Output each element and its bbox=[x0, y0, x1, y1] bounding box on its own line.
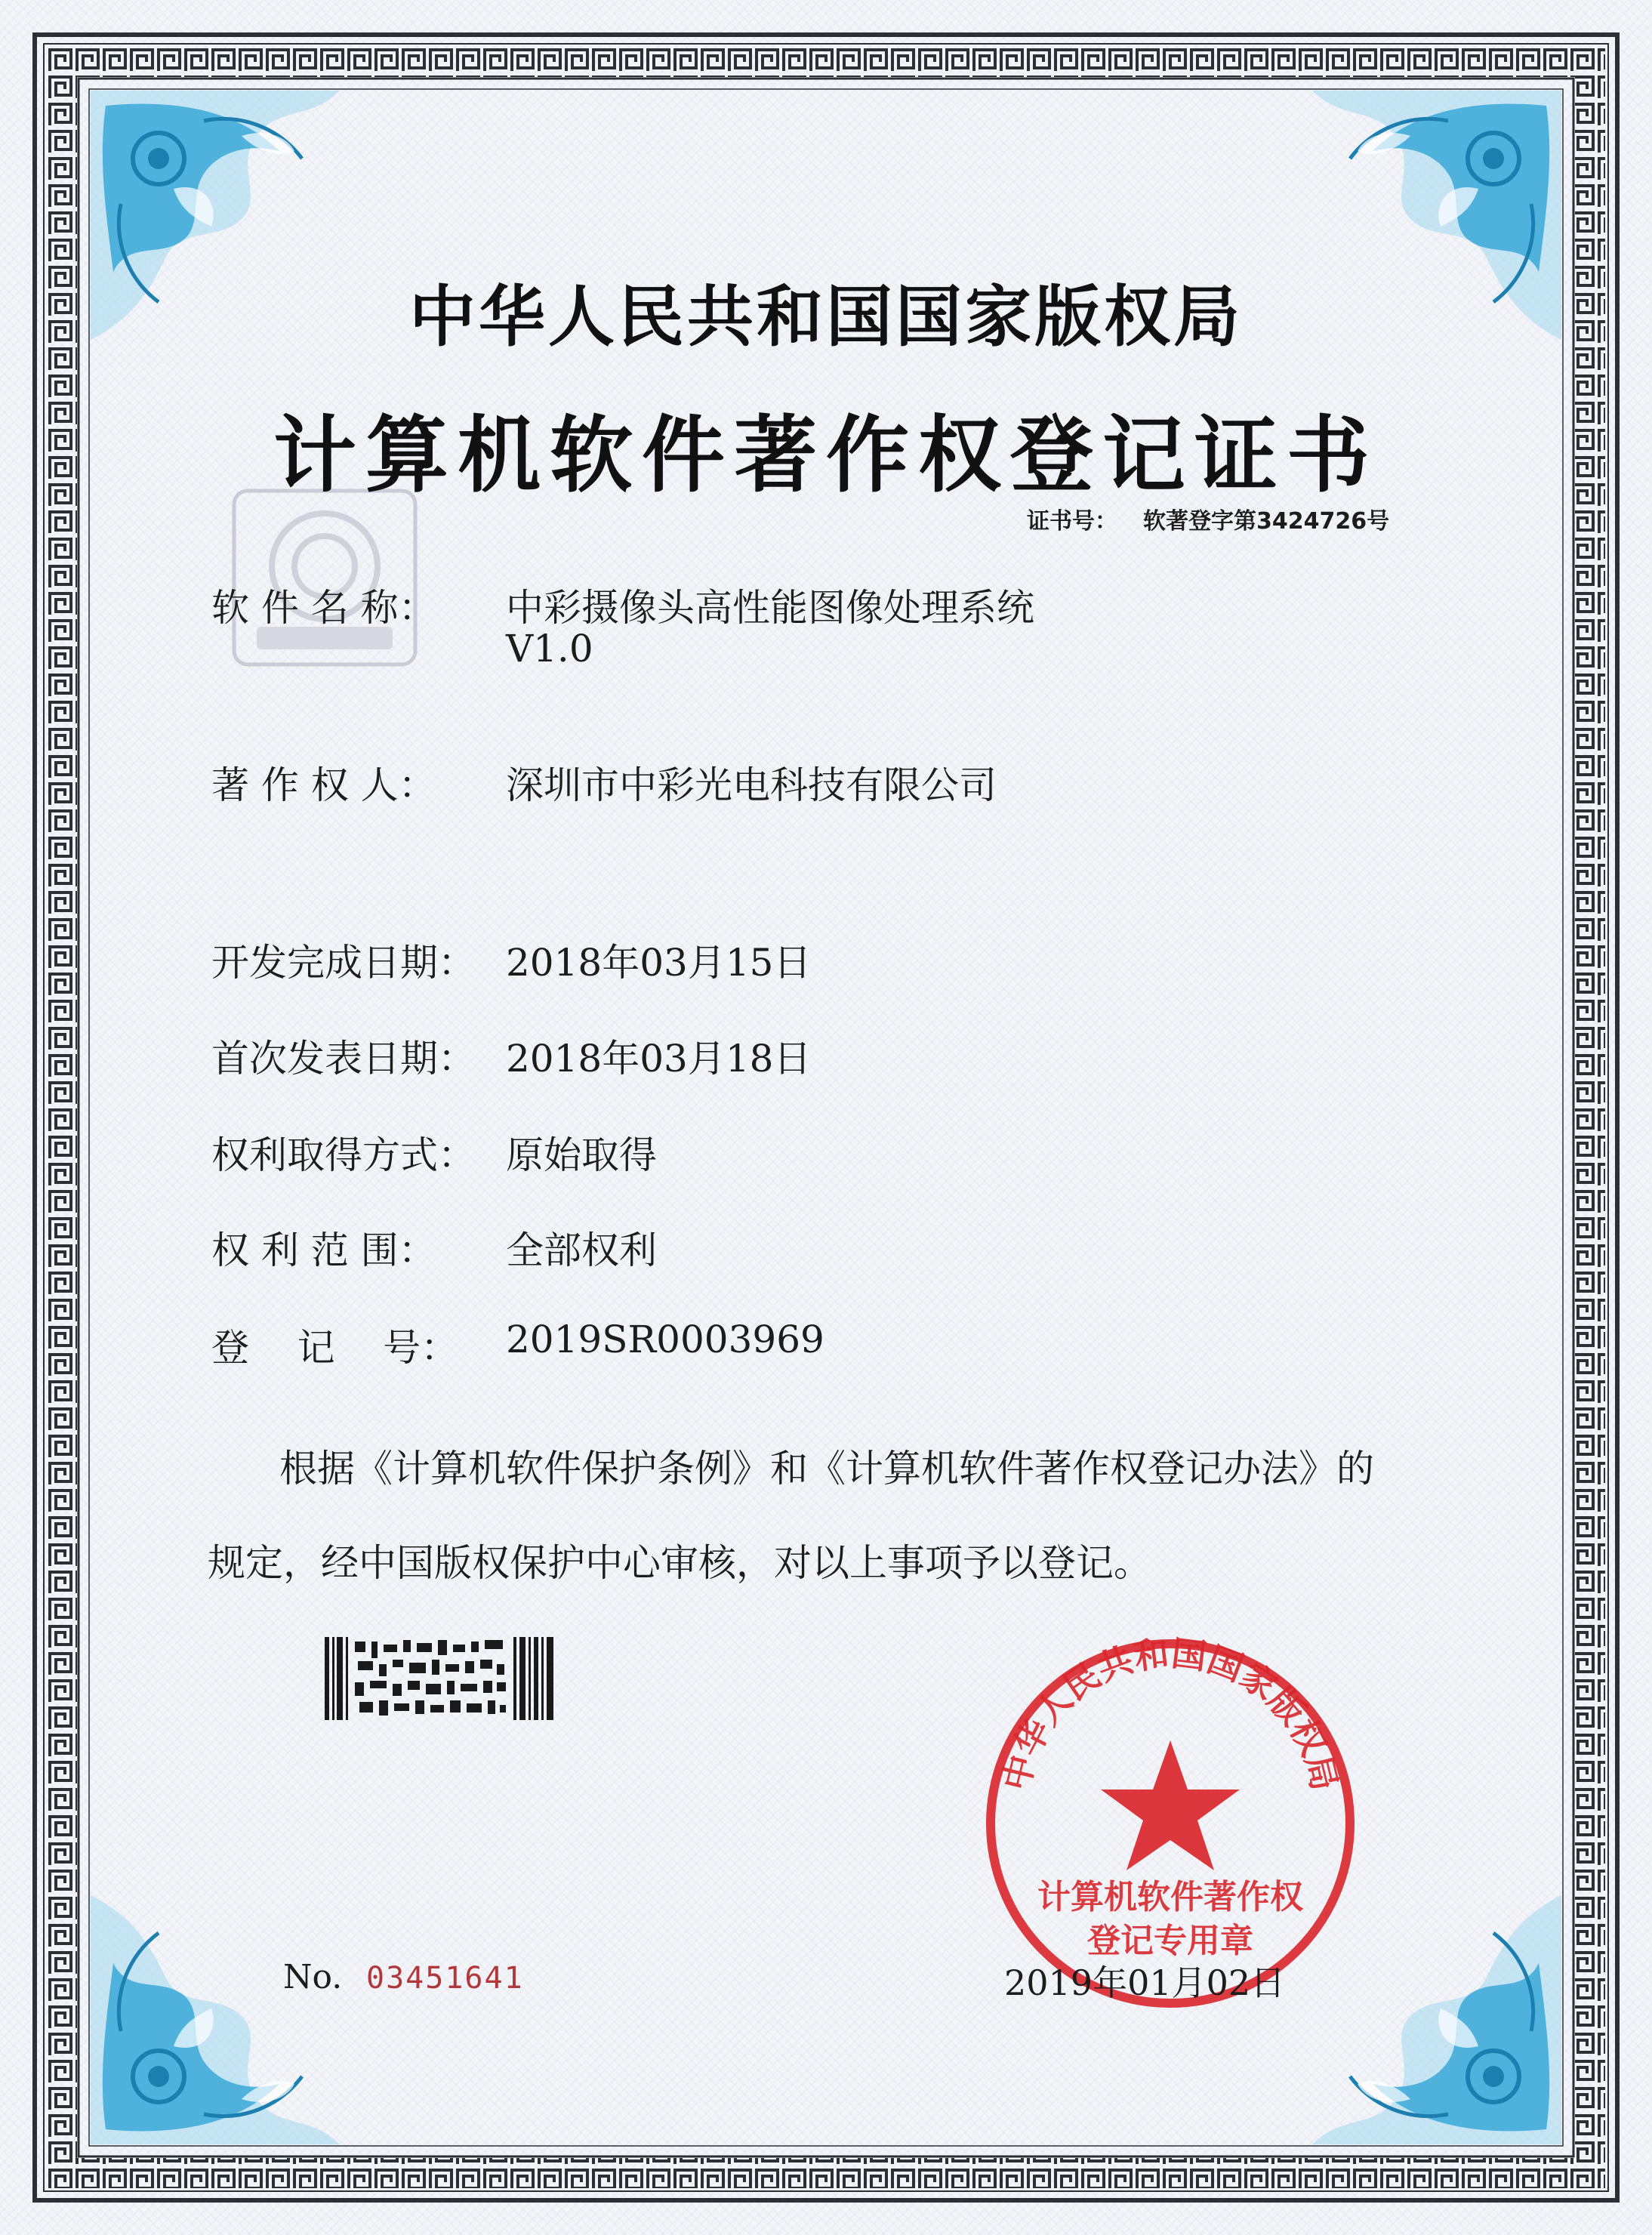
software-name-value: 中彩摄像头高性能图像处理系统 bbox=[506, 586, 1034, 630]
acquisition-method-value: 原始取得 bbox=[506, 1133, 657, 1177]
first-publication-date-value: 2018年03月18日 bbox=[506, 1037, 812, 1081]
dev-completion-date-label: 开发完成日期： bbox=[211, 941, 476, 985]
registration-number-value: 2019SR0003969 bbox=[506, 1318, 824, 1361]
serial-number-value: 03451641 bbox=[366, 1961, 524, 1996]
issue-date: 2019年01月02日 bbox=[1004, 1962, 1286, 2003]
certificate-title: 计算机软件著作权登记证书 bbox=[273, 407, 1379, 504]
seal-ring-text: 中华人民共和国国家版权局 bbox=[995, 1632, 1345, 1795]
statement-line-2: 规定，经中国版权保护中心审核，对以上事项予以登记。 bbox=[208, 1541, 1151, 1585]
software-name-label: 软 件 名 称： bbox=[211, 586, 436, 630]
rights-scope-label: 权 利 范 围： bbox=[211, 1228, 436, 1272]
barcode bbox=[325, 1637, 559, 1720]
copyright-owner-value: 深圳市中彩光电科技有限公司 bbox=[506, 763, 997, 807]
copyright-owner-label: 著 作 权 人： bbox=[211, 763, 436, 807]
registration-number-label: 登 记 号： bbox=[211, 1326, 459, 1370]
first-publication-date-label: 首次发表日期： bbox=[211, 1037, 476, 1081]
rights-scope-value: 全部权利 bbox=[506, 1228, 657, 1272]
seal-star-icon bbox=[1101, 1740, 1240, 1870]
statement-line-1: 根据《计算机软件保护条例》和《计算机软件著作权登记办法》的 bbox=[279, 1447, 1374, 1491]
certificate-number-value: 软著登字第3424726号 bbox=[1143, 508, 1390, 535]
certificate-number bbox=[1027, 502, 1389, 535]
software-version-value: V1.0 bbox=[506, 627, 593, 670]
serial-number-label: No. bbox=[283, 1958, 343, 1996]
certificate-number-label: 证书号： bbox=[1027, 508, 1117, 535]
dev-completion-date-value: 2018年03月15日 bbox=[506, 941, 812, 985]
seal-center-line-2: 登记专用章 bbox=[1087, 1922, 1253, 1960]
seal-center-line-1: 计算机软件著作权 bbox=[1037, 1878, 1303, 1916]
acquisition-method-label: 权利取得方式： bbox=[211, 1133, 476, 1177]
authority-title: 中华人民共和国国家版权局 bbox=[408, 278, 1243, 356]
